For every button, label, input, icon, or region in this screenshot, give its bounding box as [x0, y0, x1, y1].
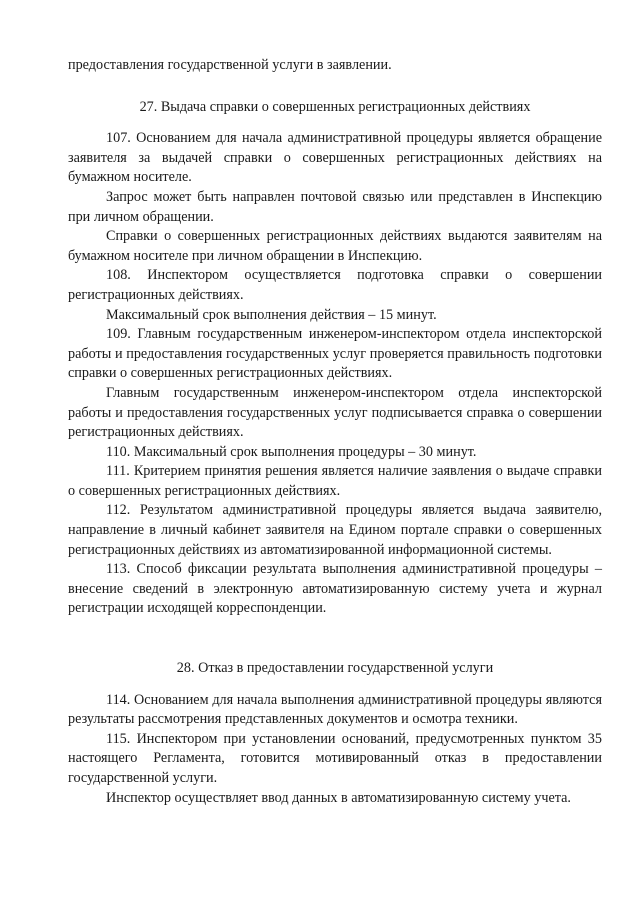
paragraph-certificates-issued: Справки о совершенных регистрационных действиях выдаются заявителям на бумажном носителе при личном обращении в Инспекцию. [68, 228, 602, 264]
paragraph-data-entry: Инспектор осуществляет ввод данных в автоматизированную систему учета. [106, 789, 571, 806]
paragraph-108: 108. Инспектором осуществляется подготовка справки о совершении регистрационных действиях. [68, 267, 602, 303]
paragraph-115: 115. Инспектором при установлении оснований, предусмотренных пунктом 35 настоящего Регламента, готовится мотивированный отказ в предоставлении государственной услуги. [68, 730, 602, 786]
paragraph-109: 109. Главным государственным инженером-инспектором отдела инспекторской работы и предоставления государственных услуг проверяется правильность подготовки справки о совершенных регистрационных действиях. [68, 326, 602, 382]
paragraph-max-time-action: Максимальный срок выполнения действия – 15 минут. [106, 306, 437, 323]
document-page [68, 56, 602, 808]
paragraph-signing: Главным государственным инженером-инспектором отдела инспекторской работы и предоставления государственных услуг подписывается справка о совершении регистрационных действиях. [68, 384, 602, 441]
section-heading-27: 27. Выдача справки о совершенных регистрационных действиях [139, 98, 531, 115]
paragraph-111: 111. Критерием принятия решения является наличие заявления о выдаче справки о совершенных регистрационных действиях. [68, 463, 602, 499]
paragraph-112: 112. Результатом административной процедуры является выдача заявителю, направление в личный кабинет заявителя на Едином портале справки о совершенных регистрационных действиях из автоматизированной информационной системы. [68, 502, 602, 558]
paragraph-107: 107. Основанием для начала административной процедуры является обращение заявителя за выдачей справки о совершенных регистрационных действиях на бумажном носителе. [68, 130, 602, 186]
paragraph-114: 114. Основанием для начала выполнения административной процедуры являются результаты рассмотрения представленных документов и осмотра техники. [68, 691, 602, 728]
paragraph-113: 113. Способ фиксации результата выполнения административной процедуры – внесение сведений в электронную автоматизированную систему учета и журнал регистрации исходящей корреспонденции. [68, 561, 602, 617]
paragraph-request-delivery: Запрос может быть направлен почтовой связью или представлен в Инспекцию при личном обращении. [68, 188, 602, 225]
paragraph-continuation: предоставления государственной услуги в заявлении. [68, 57, 392, 73]
section-heading-28: 28. Отказ в предоставлении государственной услуги [176, 660, 494, 677]
paragraph-110: 110. Максимальный срок выполнения процедуры – 30 минут. [106, 443, 477, 460]
